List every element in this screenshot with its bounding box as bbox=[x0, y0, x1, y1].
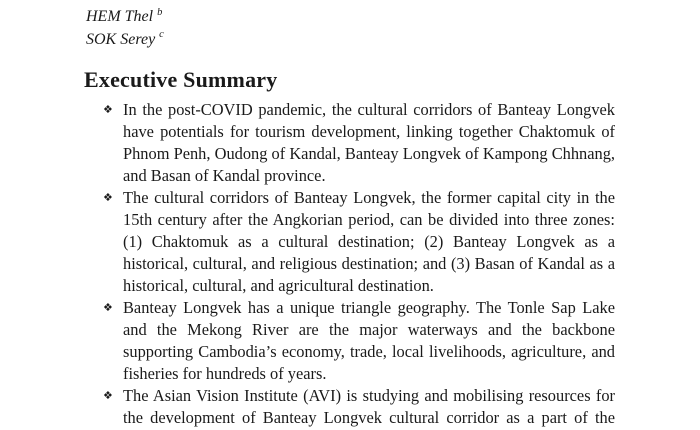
bullet-text: The cultural corridors of Banteay Longvek, the former capital city in the 15th century after the Angkorian period, can be divided into three zones: (1) Chaktomuk as a cultural destination; (2) Banteay Longvek as a historical, cultural, and religious destination; and (3) Basan of Kandal as a historical, cultural, and agricultural destination. bbox=[123, 188, 615, 295]
author-line bbox=[86, 29, 164, 52]
bullet-text: Banteay Longvek has a unique triangle geography. The Tonle Sap Lake and the Mekong River are the major waterways and the backbone supporting Cambodia’s economy, trade, local livelihoods, agriculture, and fisheries for hundreds of years. bbox=[123, 298, 615, 383]
author-line bbox=[86, 6, 164, 29]
bullet-text: In the post-COVID pandemic, the cultural corridors of Banteay Longvek have potentials for tourism development, linking together Chaktomuk of Phnom Penh, Oudong of Kandal, Banteay Longvek of Kampong Chhnang, and Basan of Kandal province. bbox=[123, 100, 615, 185]
diamond-bullet-icon: ❖ bbox=[103, 389, 113, 402]
author-list bbox=[86, 6, 164, 51]
bullet-item bbox=[103, 385, 615, 429]
bullet-item bbox=[103, 99, 615, 187]
author-affiliation-mark: b bbox=[157, 6, 163, 18]
author-name: SOK Serey bbox=[86, 30, 156, 48]
section-heading: Executive Summary bbox=[84, 67, 278, 92]
author-affiliation-mark: c bbox=[159, 29, 164, 41]
bullet-text: The Asian Vision Institute (AVI) is studying and mobilising resources for the development of Banteay Longvek cultural corridor as a part of the bbox=[123, 386, 615, 427]
diamond-bullet-icon: ❖ bbox=[103, 301, 113, 314]
diamond-bullet-icon: ❖ bbox=[103, 103, 113, 116]
diamond-bullet-icon: ❖ bbox=[103, 191, 113, 204]
author-name: HEM Thel bbox=[86, 8, 154, 25]
bullet-item bbox=[103, 297, 615, 385]
bullet-list bbox=[103, 99, 615, 429]
bullet-item bbox=[103, 187, 615, 297]
